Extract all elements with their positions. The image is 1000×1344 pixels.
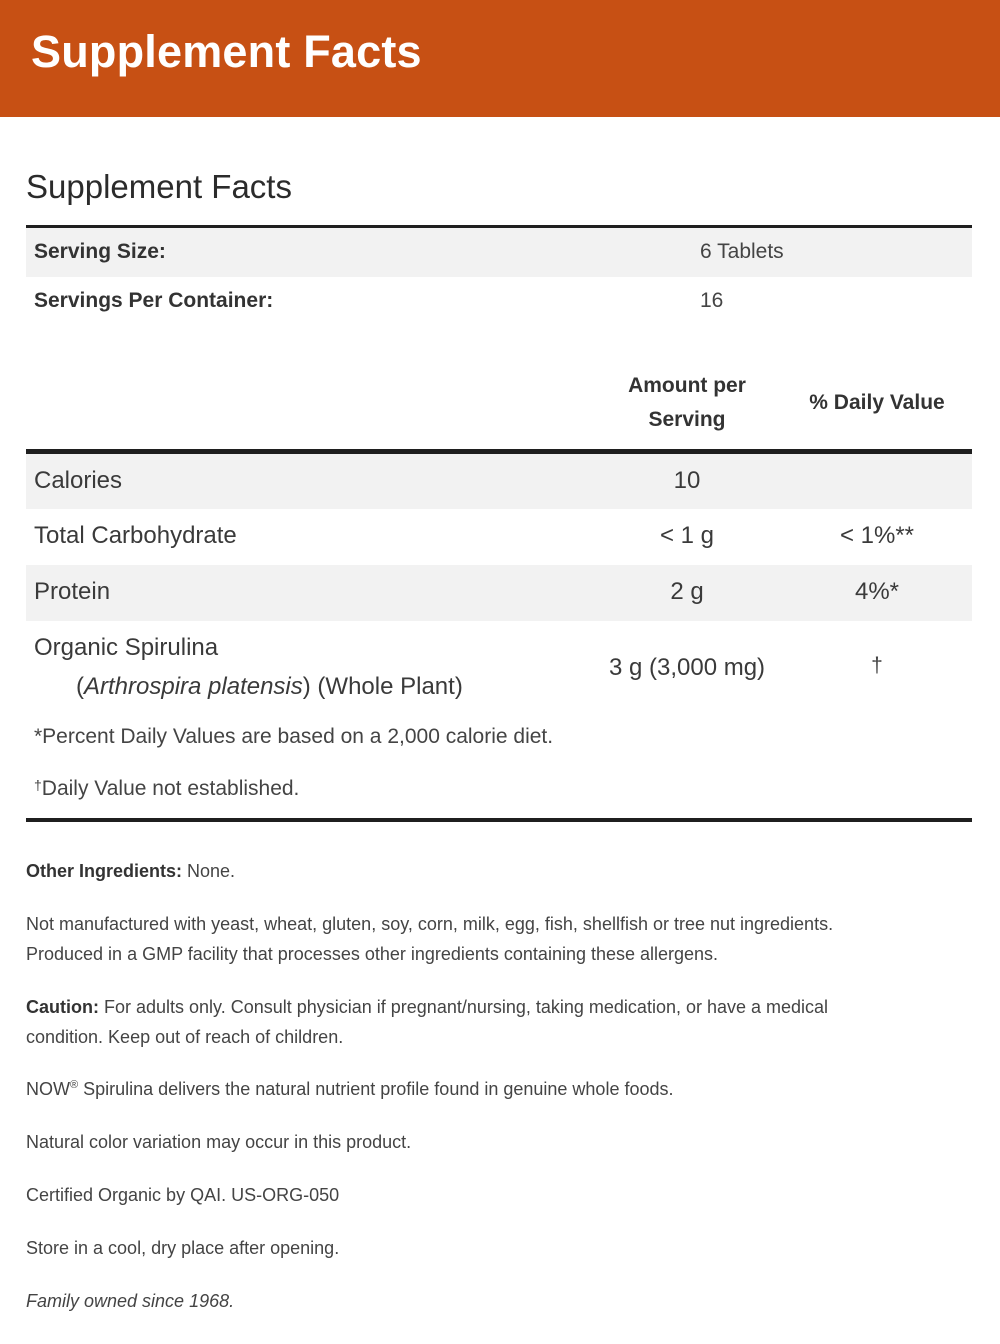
- servings-label: Servings Per Container:: [34, 289, 274, 312]
- caution-label: Caution:: [26, 997, 99, 1017]
- nutrient-name: Protein: [34, 578, 111, 605]
- serving-size-value: 6 Tablets: [700, 240, 784, 263]
- caution-line-2: condition. Keep out of reach of children.: [26, 1027, 344, 1047]
- now-statement-text: Spirulina delivers the natural nutrient profile found in genuine whole foods.: [78, 1079, 674, 1099]
- nutrient-name: Total Carbohydrate: [34, 522, 237, 549]
- caution-line-1: [26, 992, 972, 1022]
- amount-header: [592, 369, 782, 437]
- allergen-line-2: Produced in a GMP facility that processes other ingredients containing these allergens.: [26, 944, 719, 964]
- nutrient-row: [26, 565, 972, 621]
- spirulina-dv: †: [871, 654, 883, 677]
- nutrient-dv: < 1%**: [839, 522, 915, 549]
- allergen-line-1: Not manufactured with yeast, wheat, gluten, soy, corn, milk, egg, fish, shellfish or tree nut ingredients.: [26, 914, 834, 934]
- other-ingredients-label: Other Ingredients:: [26, 861, 183, 881]
- now-brand: NOW: [26, 1079, 70, 1099]
- amount-header-line1: Amount per: [628, 374, 746, 397]
- footnote-not-established: [34, 777, 299, 801]
- caution-statement: [26, 992, 972, 1052]
- family-owned-note: Family owned since 1968.: [26, 1291, 235, 1311]
- nutrient-row: [26, 509, 972, 565]
- daily-value-header: % Daily Value: [809, 391, 945, 414]
- caution-text: For adults only. Consult physician if pregnant/nursing, taking medication, or have a medical: [98, 997, 829, 1017]
- allergen-statement: [26, 909, 972, 969]
- banner-title: Supplement Facts: [31, 26, 422, 77]
- amount-header-line2: Serving: [648, 408, 726, 431]
- nutrient-row: [26, 454, 972, 509]
- spirulina-amount: 3 g (3,000 mg): [608, 654, 766, 681]
- servings-row: [26, 277, 972, 326]
- spirulina-row: [26, 621, 972, 711]
- certification-note: Certified Organic by QAI. US-ORG-050: [26, 1185, 340, 1205]
- nutrient-name: Calories: [34, 467, 123, 494]
- other-ingredients: [26, 856, 972, 886]
- registered-mark: ®: [70, 1079, 79, 1091]
- bottom-divider: [26, 818, 972, 822]
- header-banner: [0, 0, 1000, 117]
- footnote-daily-values: *Percent Daily Values are based on a 2,000 calorie diet.: [34, 725, 554, 748]
- spirulina-latin-name: Arthrospira platensis: [84, 673, 303, 700]
- nutrient-amount: 10: [673, 467, 701, 494]
- nutrient-amount: < 1 g: [659, 522, 715, 549]
- nutrient-dv: 4%*: [854, 578, 900, 605]
- spirulina-paren-open: (: [76, 673, 84, 700]
- dagger-symbol: †: [34, 777, 42, 793]
- footnote-not-established-text: Daily Value not established.: [41, 777, 300, 800]
- other-ingredients-value: None.: [182, 861, 236, 881]
- servings-value: 16: [700, 289, 724, 312]
- now-statement: [26, 1074, 972, 1104]
- spirulina-name: Organic Spirulina: [34, 634, 219, 661]
- serving-size-row: [26, 228, 972, 277]
- nutrient-amount: 2 g: [670, 578, 704, 605]
- spirulina-source: [76, 673, 463, 701]
- spirulina-paren-close: ) (Whole Plant): [302, 673, 463, 700]
- facts-heading: Supplement Facts: [26, 168, 292, 205]
- serving-size-label: Serving Size:: [34, 240, 166, 263]
- storage-note: Store in a cool, dry place after opening.: [26, 1238, 340, 1258]
- color-variation-note: Natural color variation may occur in this product.: [26, 1132, 412, 1152]
